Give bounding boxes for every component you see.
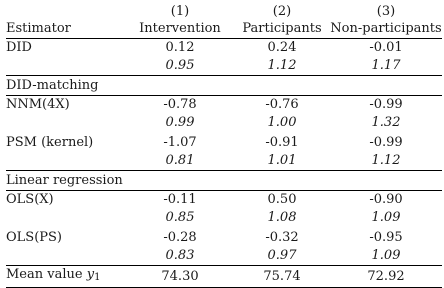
row-label bbox=[6, 266, 126, 288]
section-heading: Linear regression bbox=[6, 171, 442, 191]
estimate-cell: -0.95 bbox=[369, 230, 403, 245]
se-cell: 0.97 bbox=[267, 248, 297, 263]
table-row-psm-se bbox=[6, 152, 442, 171]
table-row-psm bbox=[6, 134, 442, 152]
section-heading: DID-matching bbox=[6, 76, 442, 96]
section-heading-row bbox=[6, 171, 442, 191]
estimate-cell: -0.01 bbox=[330, 39, 442, 58]
se-cell: 1.17 bbox=[371, 58, 401, 73]
stub-blank bbox=[6, 4, 126, 20]
table-row-nnm-se bbox=[6, 114, 442, 134]
se-cell: 1.08 bbox=[267, 210, 297, 225]
header-label-row bbox=[6, 20, 442, 39]
table-row-olsps-se bbox=[6, 247, 442, 266]
se-cell: 1.32 bbox=[371, 115, 401, 130]
estimate-cell: -0.90 bbox=[330, 191, 442, 210]
estimate-cell: -0.91 bbox=[265, 135, 299, 150]
mean-label-sub: 1 bbox=[94, 272, 101, 283]
stub-label: Estimator bbox=[6, 21, 71, 36]
se-cell: 0.95 bbox=[165, 58, 195, 73]
row-label: OLS(X) bbox=[6, 191, 126, 210]
col-number: (2) bbox=[272, 4, 292, 19]
estimate-cell: -0.78 bbox=[126, 96, 234, 115]
estimate-cell: -1.07 bbox=[163, 135, 197, 150]
row-label: PSM (kernel) bbox=[6, 135, 94, 150]
estimate-cell: -0.76 bbox=[234, 96, 330, 115]
se-cell: 0.83 bbox=[165, 248, 195, 263]
col-number: (1) bbox=[170, 4, 190, 19]
estimate-cell: 0.12 bbox=[126, 39, 234, 58]
estimate-cell: -0.32 bbox=[265, 230, 299, 245]
estimate-cell: 0.50 bbox=[234, 191, 330, 210]
col-label: Participants bbox=[242, 21, 322, 36]
table-row-olsx bbox=[6, 191, 442, 210]
se-cell: 1.12 bbox=[371, 153, 401, 168]
se-cell: 0.85 bbox=[165, 210, 195, 225]
se-cell: 1.00 bbox=[267, 115, 297, 130]
header-number-row bbox=[6, 4, 442, 20]
col-label: Intervention bbox=[139, 21, 221, 36]
se-cell: 0.99 bbox=[165, 115, 195, 130]
se-cell: 1.09 bbox=[371, 248, 401, 263]
estimate-cell: 0.24 bbox=[234, 39, 330, 58]
row-label: OLS(PS) bbox=[6, 230, 62, 245]
se-cell: 1.01 bbox=[267, 153, 297, 168]
estimate-cell: -0.28 bbox=[163, 230, 197, 245]
row-label: DID bbox=[6, 39, 126, 58]
estimate-cell: -0.99 bbox=[330, 96, 442, 115]
table-row-did-se bbox=[6, 57, 442, 76]
table-row-olsps bbox=[6, 229, 442, 247]
table-row-mean bbox=[6, 266, 442, 288]
results-table-container bbox=[6, 4, 442, 288]
row-label: NNM(4X) bbox=[6, 96, 126, 115]
estimate-cell: -0.99 bbox=[369, 135, 403, 150]
mean-label-var: y bbox=[86, 267, 95, 282]
mean-cell: 74.30 bbox=[126, 266, 234, 288]
estimates-table bbox=[6, 4, 442, 288]
estimate-cell: -0.11 bbox=[126, 191, 234, 210]
table-row-olsx-se bbox=[6, 209, 442, 229]
mean-label-text: Mean value bbox=[6, 267, 83, 282]
se-cell: 1.12 bbox=[267, 58, 297, 73]
table-row-did bbox=[6, 39, 442, 58]
col-number: (3) bbox=[376, 4, 396, 19]
table-row-nnm bbox=[6, 96, 442, 115]
mean-cell: 75.74 bbox=[234, 266, 330, 288]
mean-cell: 72.92 bbox=[330, 266, 442, 288]
se-cell: 1.09 bbox=[371, 210, 401, 225]
se-cell: 0.81 bbox=[165, 153, 195, 168]
section-heading-row bbox=[6, 76, 442, 96]
col-label: Non-participants bbox=[330, 21, 442, 36]
